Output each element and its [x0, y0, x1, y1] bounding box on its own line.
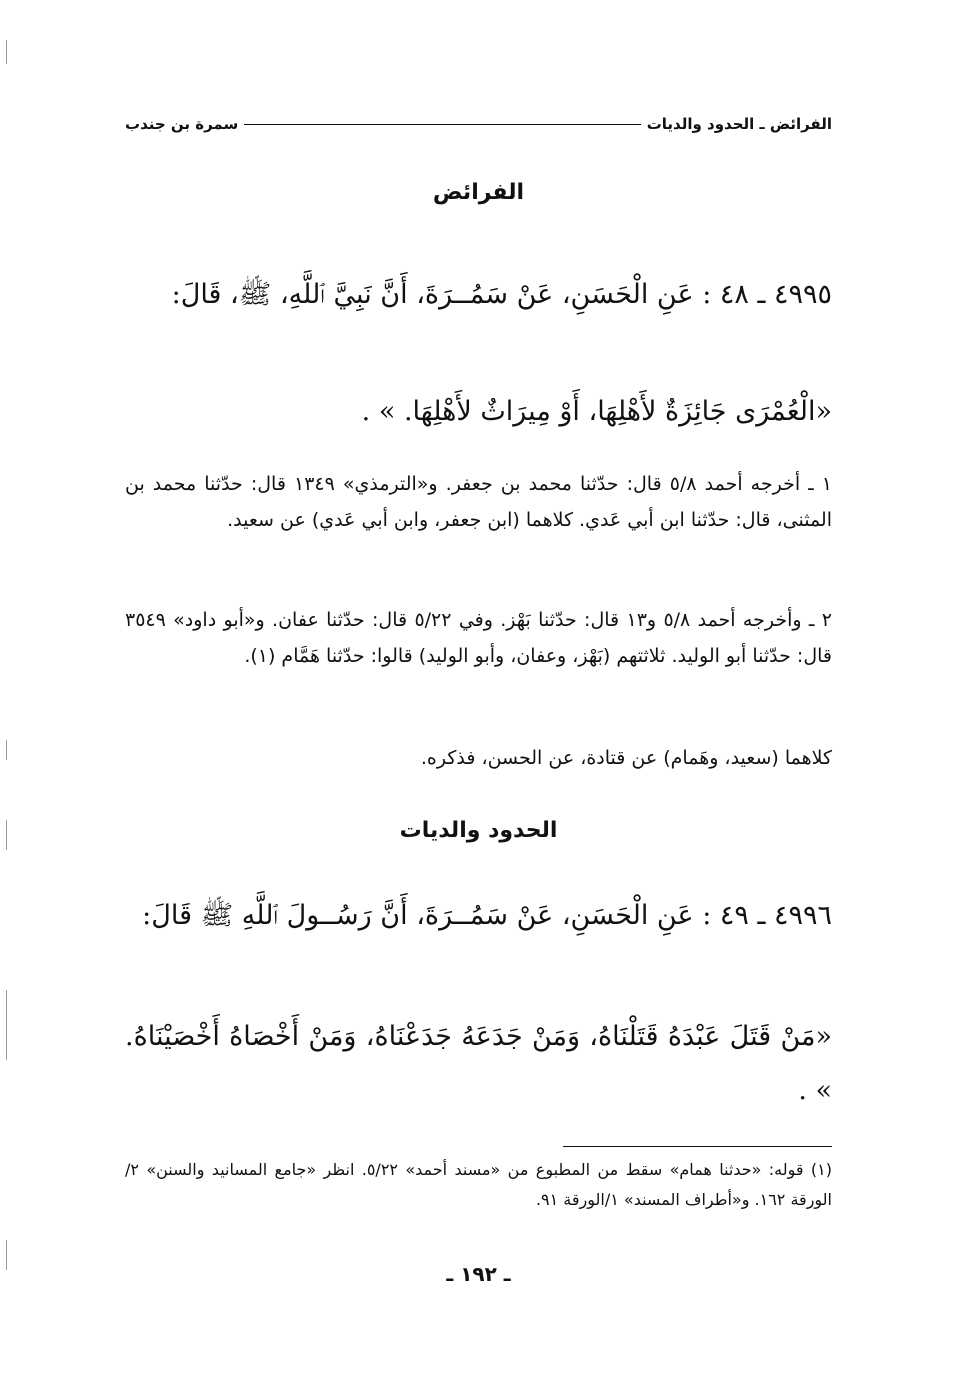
takhrij-paragraph-1: ١ ـ أخرجه أحمد ٥/٨ قال: حدّثنا محمد بن جعفر. و«الترمذي» ١٣٤٩ قال: حدّثنا محمد بن المثنى، قال: حدّثنا ابن أبي عَدي. كلاهما (ابن جعفر، وابن أبي عَدي) عن سعيد. [125, 473, 832, 531]
hadith-isnad: عَنِ الْحَسَنِ، عَنْ سَمُــرَةَ، أَنَّ رَسُــولَ ٱللَّهِ ﷺ قَالَ: [142, 900, 694, 931]
takhrij-paragraph-2: ٢ ـ وأخرجه أحمد ٥/٨ و١٣ قال: حدّثنا بَهْز. وفي ٥/٢٢ قال: حدّثنا عفان. و«أبو داود» ٣٥٤٩ قال: حدّثنا أبو الوليد. ثلاثتهم (بَهْز، وعفان، وأبو الوليد) قالوا: حدّثنا هَمَّام (١). [125, 609, 833, 667]
section-title-hudud: الحدود والديات [399, 818, 558, 843]
scan-artifact [6, 990, 7, 1060]
page-number: ـ ١٩٢ ـ [446, 1262, 511, 1286]
scan-artifact [6, 740, 7, 760]
hadith-matn: «مَنْ قَتَلَ عَبْدَهُ قَتَلْنَاهُ، وَمَنْ جَدَعَهُ جَدَعْنَاهُ، وَمَنْ أَخْصَاهُ أَخْصَيْنَاهُ. » . [125, 1021, 832, 1106]
section-title-faraid: الفرائض [432, 180, 525, 205]
scan-artifact [6, 820, 7, 850]
hadith-number: ٤٩٩٦ ـ ٤٩ : [702, 900, 832, 931]
takhrij-paragraph-3: كلاهما (سعيد، وهَمام) عن قتادة، عن الحسن، فذكره. [420, 747, 832, 769]
footnote: (١) قوله: «حدثنا همام» سقط من المطبوع من «مسند أحمد» ٥/٢٢. انظر «جامع المسانيد والسنن» ٢/الورقة ١٦٢. و«أطراف المسند» ١/الورقة ٩١. [125, 1160, 832, 1209]
running-header-chapter: الفرائض ـ الحدود والديات [646, 115, 832, 133]
hadith-4996 [125, 889, 832, 943]
running-header-narrator: سمرة بن جندب [125, 115, 239, 133]
hadith-number: ٤٩٩٥ ـ ٤٨ : [702, 279, 832, 310]
running-header [125, 113, 832, 135]
scan-artifact [6, 1240, 7, 1270]
running-header-rule [244, 124, 640, 125]
scan-artifact [6, 40, 7, 64]
hadith-isnad: عَنِ الْحَسَنِ، عَنْ سَمُــرَةَ، أَنَّ نَبِيَّ ٱللَّهِ، ﷺ، قَالَ: [171, 279, 694, 310]
hadith-4995 [125, 268, 832, 322]
footnote-rule [563, 1146, 832, 1147]
hadith-matn: «الْعُمْرَى جَائِزَةٌ لأَهْلِهَا، أَوْ مِيرَاثٌ لأَهْلِهَا. » . [361, 396, 832, 427]
